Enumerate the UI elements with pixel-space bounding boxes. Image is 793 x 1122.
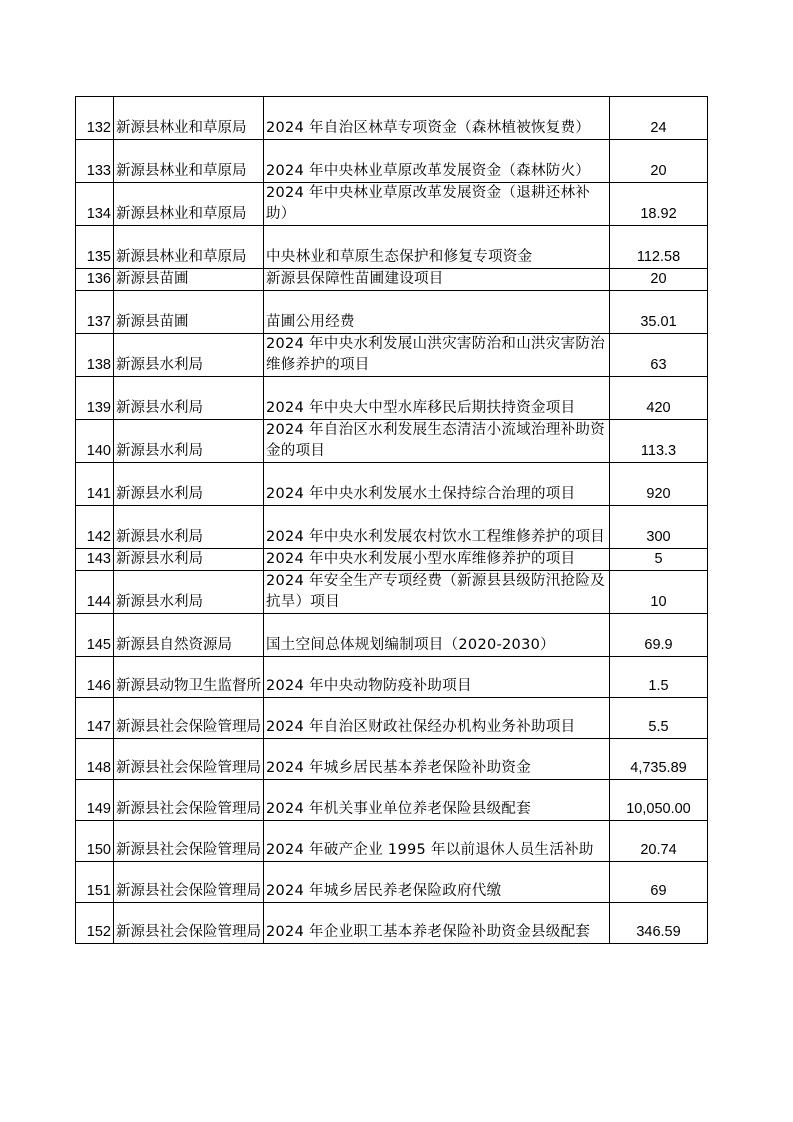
row-number: 140 — [76, 420, 114, 463]
project-cell: 2024 年自治区林草专项资金（森林植被恢复费） — [264, 97, 610, 140]
row-number: 150 — [76, 821, 114, 862]
department-cell: 新源县林业和草原局 — [114, 183, 264, 226]
amount-cell: 4,735.89 — [610, 739, 708, 780]
project-cell: 2024 年破产企业 1995 年以前退休人员生活补助 — [264, 821, 610, 862]
department-cell: 新源县水利局 — [114, 420, 264, 463]
table-row — [76, 183, 708, 226]
row-number: 142 — [76, 506, 114, 549]
row-number: 143 — [76, 549, 114, 571]
project-cell: 2024 年城乡居民养老保险政府代缴 — [264, 862, 610, 903]
table-row — [76, 463, 708, 506]
table-row — [76, 97, 708, 140]
project-cell: 2024 年中央大中型水库移民后期扶持资金项目 — [264, 377, 610, 420]
department-cell: 新源县水利局 — [114, 571, 264, 614]
project-cell: 2024 年中央水利发展农村饮水工程维修养护的项目 — [264, 506, 610, 549]
table-row — [76, 549, 708, 571]
table-row — [76, 821, 708, 862]
row-number: 146 — [76, 657, 114, 698]
project-cell: 2024 年安全生产专项经费（新源县县级防汛抢险及抗旱）项目 — [264, 571, 610, 614]
table-row — [76, 269, 708, 291]
table-row — [76, 657, 708, 698]
project-cell: 2024 年中央林业草原改革发展资金（退耕还林补助） — [264, 183, 610, 226]
row-number: 147 — [76, 698, 114, 739]
row-number: 138 — [76, 334, 114, 377]
amount-cell: 35.01 — [610, 291, 708, 334]
amount-cell: 920 — [610, 463, 708, 506]
project-cell: 2024 年自治区水利发展生态清洁小流域治理补助资金的项目 — [264, 420, 610, 463]
amount-cell: 10 — [610, 571, 708, 614]
project-cell: 2024 年中央水利发展山洪灾害防治和山洪灾害防治维修养护的项目 — [264, 334, 610, 377]
row-number: 139 — [76, 377, 114, 420]
table-row — [76, 420, 708, 463]
table-row — [76, 291, 708, 334]
project-cell: 2024 年中央水利发展水土保持综合治理的项目 — [264, 463, 610, 506]
table-row — [76, 140, 708, 183]
project-cell: 2024 年中央林业草原改革发展资金（森林防火） — [264, 140, 610, 183]
row-number: 151 — [76, 862, 114, 903]
row-number: 141 — [76, 463, 114, 506]
row-number: 145 — [76, 614, 114, 657]
amount-cell: 10,050.00 — [610, 780, 708, 821]
project-cell: 2024 年自治区财政社保经办机构业务补助项目 — [264, 698, 610, 739]
row-number: 132 — [76, 97, 114, 140]
department-cell: 新源县社会保险管理局 — [114, 739, 264, 780]
amount-cell: 1.5 — [610, 657, 708, 698]
row-number: 148 — [76, 739, 114, 780]
table-row — [76, 862, 708, 903]
table-row — [76, 377, 708, 420]
department-cell: 新源县社会保险管理局 — [114, 698, 264, 739]
table-row — [76, 226, 708, 269]
amount-cell: 420 — [610, 377, 708, 420]
table-body — [76, 97, 708, 944]
amount-cell: 63 — [610, 334, 708, 377]
amount-cell: 20 — [610, 269, 708, 291]
department-cell: 新源县社会保险管理局 — [114, 903, 264, 944]
department-cell: 新源县苗圃 — [114, 269, 264, 291]
row-number: 134 — [76, 183, 114, 226]
table-row — [76, 571, 708, 614]
department-cell: 新源县动物卫生监督所 — [114, 657, 264, 698]
table-row — [76, 903, 708, 944]
amount-cell: 69.9 — [610, 614, 708, 657]
amount-cell: 5.5 — [610, 698, 708, 739]
department-cell: 新源县苗圃 — [114, 291, 264, 334]
project-cell: 国土空间总体规划编制项目（2020-2030） — [264, 614, 610, 657]
project-cell: 2024 年城乡居民基本养老保险补助资金 — [264, 739, 610, 780]
table-row — [76, 780, 708, 821]
amount-cell: 5 — [610, 549, 708, 571]
department-cell: 新源县林业和草原局 — [114, 140, 264, 183]
project-cell: 2024 年中央动物防疫补助项目 — [264, 657, 610, 698]
row-number: 135 — [76, 226, 114, 269]
row-number: 149 — [76, 780, 114, 821]
department-cell: 新源县社会保险管理局 — [114, 862, 264, 903]
department-cell: 新源县自然资源局 — [114, 614, 264, 657]
amount-cell: 346.59 — [610, 903, 708, 944]
department-cell: 新源县社会保险管理局 — [114, 821, 264, 862]
department-cell: 新源县林业和草原局 — [114, 97, 264, 140]
table-row — [76, 506, 708, 549]
table-row — [76, 739, 708, 780]
row-number: 137 — [76, 291, 114, 334]
row-number: 152 — [76, 903, 114, 944]
amount-cell: 24 — [610, 97, 708, 140]
department-cell: 新源县林业和草原局 — [114, 226, 264, 269]
row-number: 133 — [76, 140, 114, 183]
row-number: 144 — [76, 571, 114, 614]
department-cell: 新源县水利局 — [114, 377, 264, 420]
project-cell: 2024 年中央水利发展小型水库维修养护的项目 — [264, 549, 610, 571]
department-cell: 新源县水利局 — [114, 334, 264, 377]
table-row — [76, 614, 708, 657]
amount-cell: 300 — [610, 506, 708, 549]
row-number: 136 — [76, 269, 114, 291]
amount-cell: 69 — [610, 862, 708, 903]
project-cell: 2024 年机关事业单位养老保险县级配套 — [264, 780, 610, 821]
amount-cell: 18.92 — [610, 183, 708, 226]
table-row — [76, 698, 708, 739]
project-cell: 苗圃公用经费 — [264, 291, 610, 334]
project-cell: 中央林业和草原生态保护和修复专项资金 — [264, 226, 610, 269]
department-cell: 新源县社会保险管理局 — [114, 780, 264, 821]
amount-cell: 113.3 — [610, 420, 708, 463]
project-cell: 新源县保障性苗圃建设项目 — [264, 269, 610, 291]
department-cell: 新源县水利局 — [114, 463, 264, 506]
department-cell: 新源县水利局 — [114, 506, 264, 549]
department-cell: 新源县水利局 — [114, 549, 264, 571]
project-cell: 2024 年企业职工基本养老保险补助资金县级配套 — [264, 903, 610, 944]
amount-cell: 20 — [610, 140, 708, 183]
amount-cell: 112.58 — [610, 226, 708, 269]
table-row — [76, 334, 708, 377]
budget-table — [75, 96, 708, 944]
amount-cell: 20.74 — [610, 821, 708, 862]
